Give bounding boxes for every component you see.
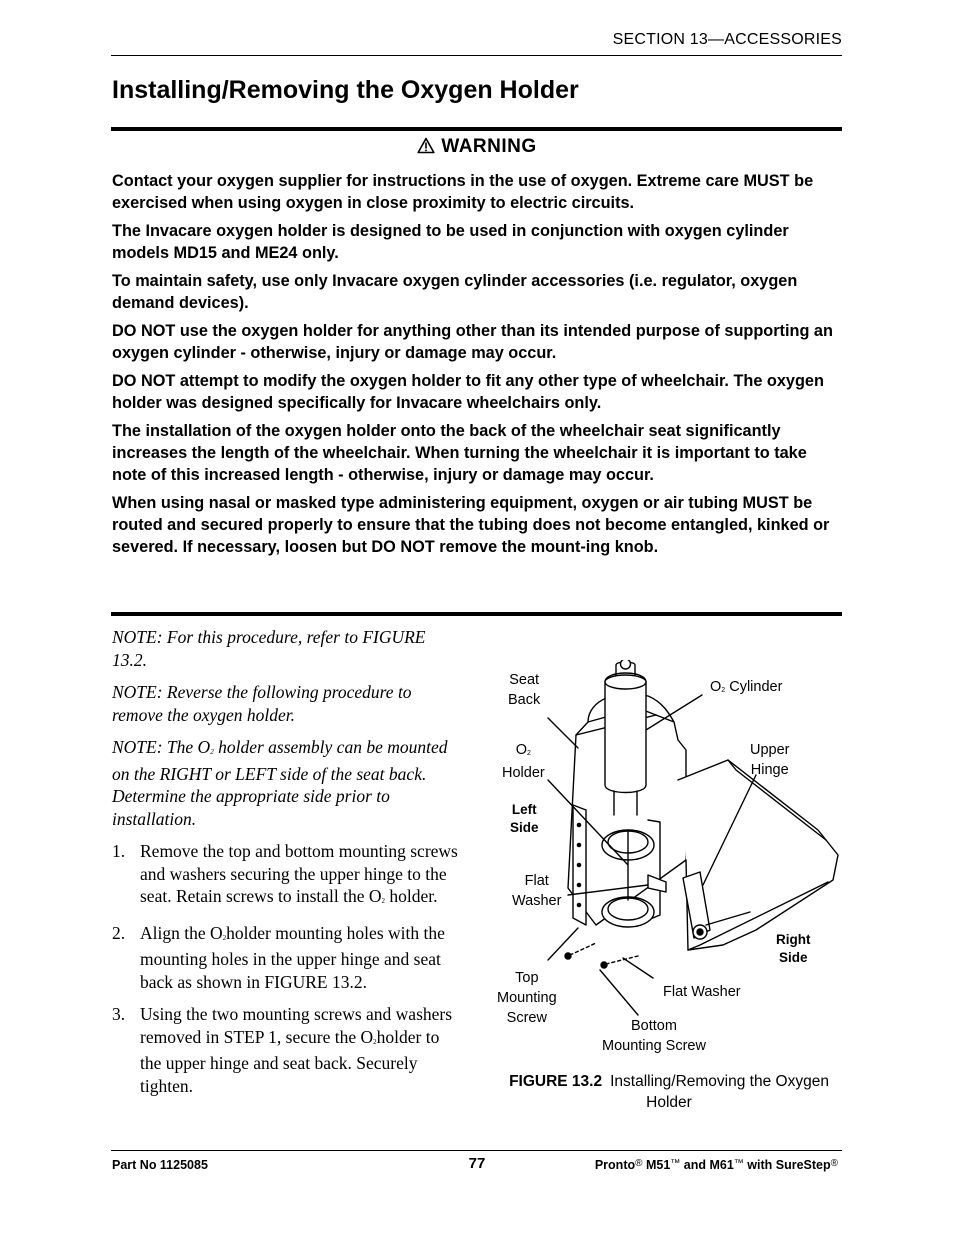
note-mounting-side: NOTE: The $O_2$ holder assembly can be mounted on the RIGHT or LEFT side of the seat back. Determine the appropriate side prior to installation.	[112, 737, 448, 829]
warning-paragraph: When using nasal or masked type administering equipment, oxygen or air tubing MUST be routed and secured properly to ensure that the tubing does not become entangled, kinked or severed. If necessary, loosen but DO NOT remove the mount-ing knob.	[112, 494, 830, 556]
header-rule	[111, 55, 842, 56]
note-reverse-procedure: NOTE: Reverse the following procedure to remove the oxygen holder.	[112, 682, 412, 725]
label-flat-washer-left: Flat Washer	[512, 873, 562, 909]
warning-paragraph: The Invacare oxygen holder is designed to be used in conjunction with oxygen cylinder models MD15 and ME24 only.	[112, 222, 789, 262]
warning-paragraph: The installation of the oxygen holder onto the back of the wheelchair seat significantly increases the length of the wheelchair. When turning the wheelchair it is important to take note of this increased length - otherwise, injury or damage may occur.	[112, 422, 807, 484]
footer-product-name: Pronto® M51™ and M61™ with SureStep®	[594, 1158, 838, 1172]
figure-caption-text: Installing/Removing the Oxygen Holder	[610, 1073, 829, 1111]
page-title: Installing/Removing the Oxygen Holder	[112, 76, 579, 104]
figure-caption	[504, 1071, 834, 1113]
warning-paragraph: To maintain safety, use only Invacare oxygen cylinder accessories (i.e. regulator, oxygen demand devices).	[112, 272, 798, 312]
label-flat-washer-right: Flat Washer	[663, 984, 741, 1000]
footer-rule	[111, 1150, 842, 1151]
step-number: 3.	[112, 1004, 126, 1024]
figure-number: FIGURE 13.2	[509, 1073, 603, 1090]
label-bottom-mounting-screw: Bottom Mounting Screw	[602, 1018, 706, 1054]
label-right-side: Right Side	[776, 932, 811, 965]
warning-bottom-rule	[111, 612, 842, 616]
warning-triangle-icon	[417, 137, 435, 160]
label-left-side: Left Side	[510, 802, 539, 835]
warning-heading-text: WARNING	[441, 136, 537, 157]
warning-top-rule	[111, 127, 842, 131]
procedure-column	[112, 626, 464, 1107]
step-number: 2.	[112, 922, 126, 943]
label-top-mounting-screw: Top Mounting Screw	[497, 970, 557, 1026]
warning-paragraph: DO NOT attempt to modify the oxygen holder to fit any other type of wheelchair. The oxygen holder was designed specifically for Invacare wheelchairs only.	[112, 372, 824, 412]
procedure-step: 3. Using the two mounting screws and washers removed in STEP 1, secure the $O_2holder$ to the upper hinge and seat back. Securely tighten.	[112, 1004, 453, 1096]
warning-paragraph: DO NOT use the oxygen holder for anything other than its intended purpose of supporting an oxygen cylinder - otherwise, injury or damage may occur.	[112, 322, 833, 362]
label-o2-holder: $O_2$ Holder	[502, 742, 545, 781]
warning-heading	[0, 136, 954, 160]
procedure-steps	[112, 840, 464, 1097]
oxygen-holder-figure	[488, 660, 844, 1060]
step-number: 1.	[112, 841, 126, 861]
procedure-step: 2. Align the $O_2holder$ mounting holes with the mounting holes in the upper hinge and seat back as shown in FIGURE 13.2.	[112, 922, 445, 992]
footer-part-number: Part No 1125085	[112, 1158, 208, 1172]
note-refer-figure: NOTE: For this procedure, refer to FIGURE 13.2.	[112, 627, 426, 670]
label-o2-cylinder: $O_2$ Cylinder	[710, 679, 783, 695]
label-upper-hinge: Upper Hinge	[750, 742, 790, 778]
warning-paragraph: Contact your oxygen supplier for instructions in the use of oxygen. Extreme care MUST be exercised when using oxygen in close proximity to electric circuits.	[112, 172, 814, 212]
label-seat-back: Seat Back	[508, 672, 541, 708]
section-header: SECTION 13—ACCESSORIES	[612, 31, 842, 48]
procedure-step: 1. Remove the top and bottom mounting screws and washers securing the upper hinge to the seat. Retain screws to install the $O_2$ holder.	[112, 841, 458, 906]
warning-text-block	[112, 170, 844, 564]
footer-page-number: 77	[468, 1155, 486, 1172]
